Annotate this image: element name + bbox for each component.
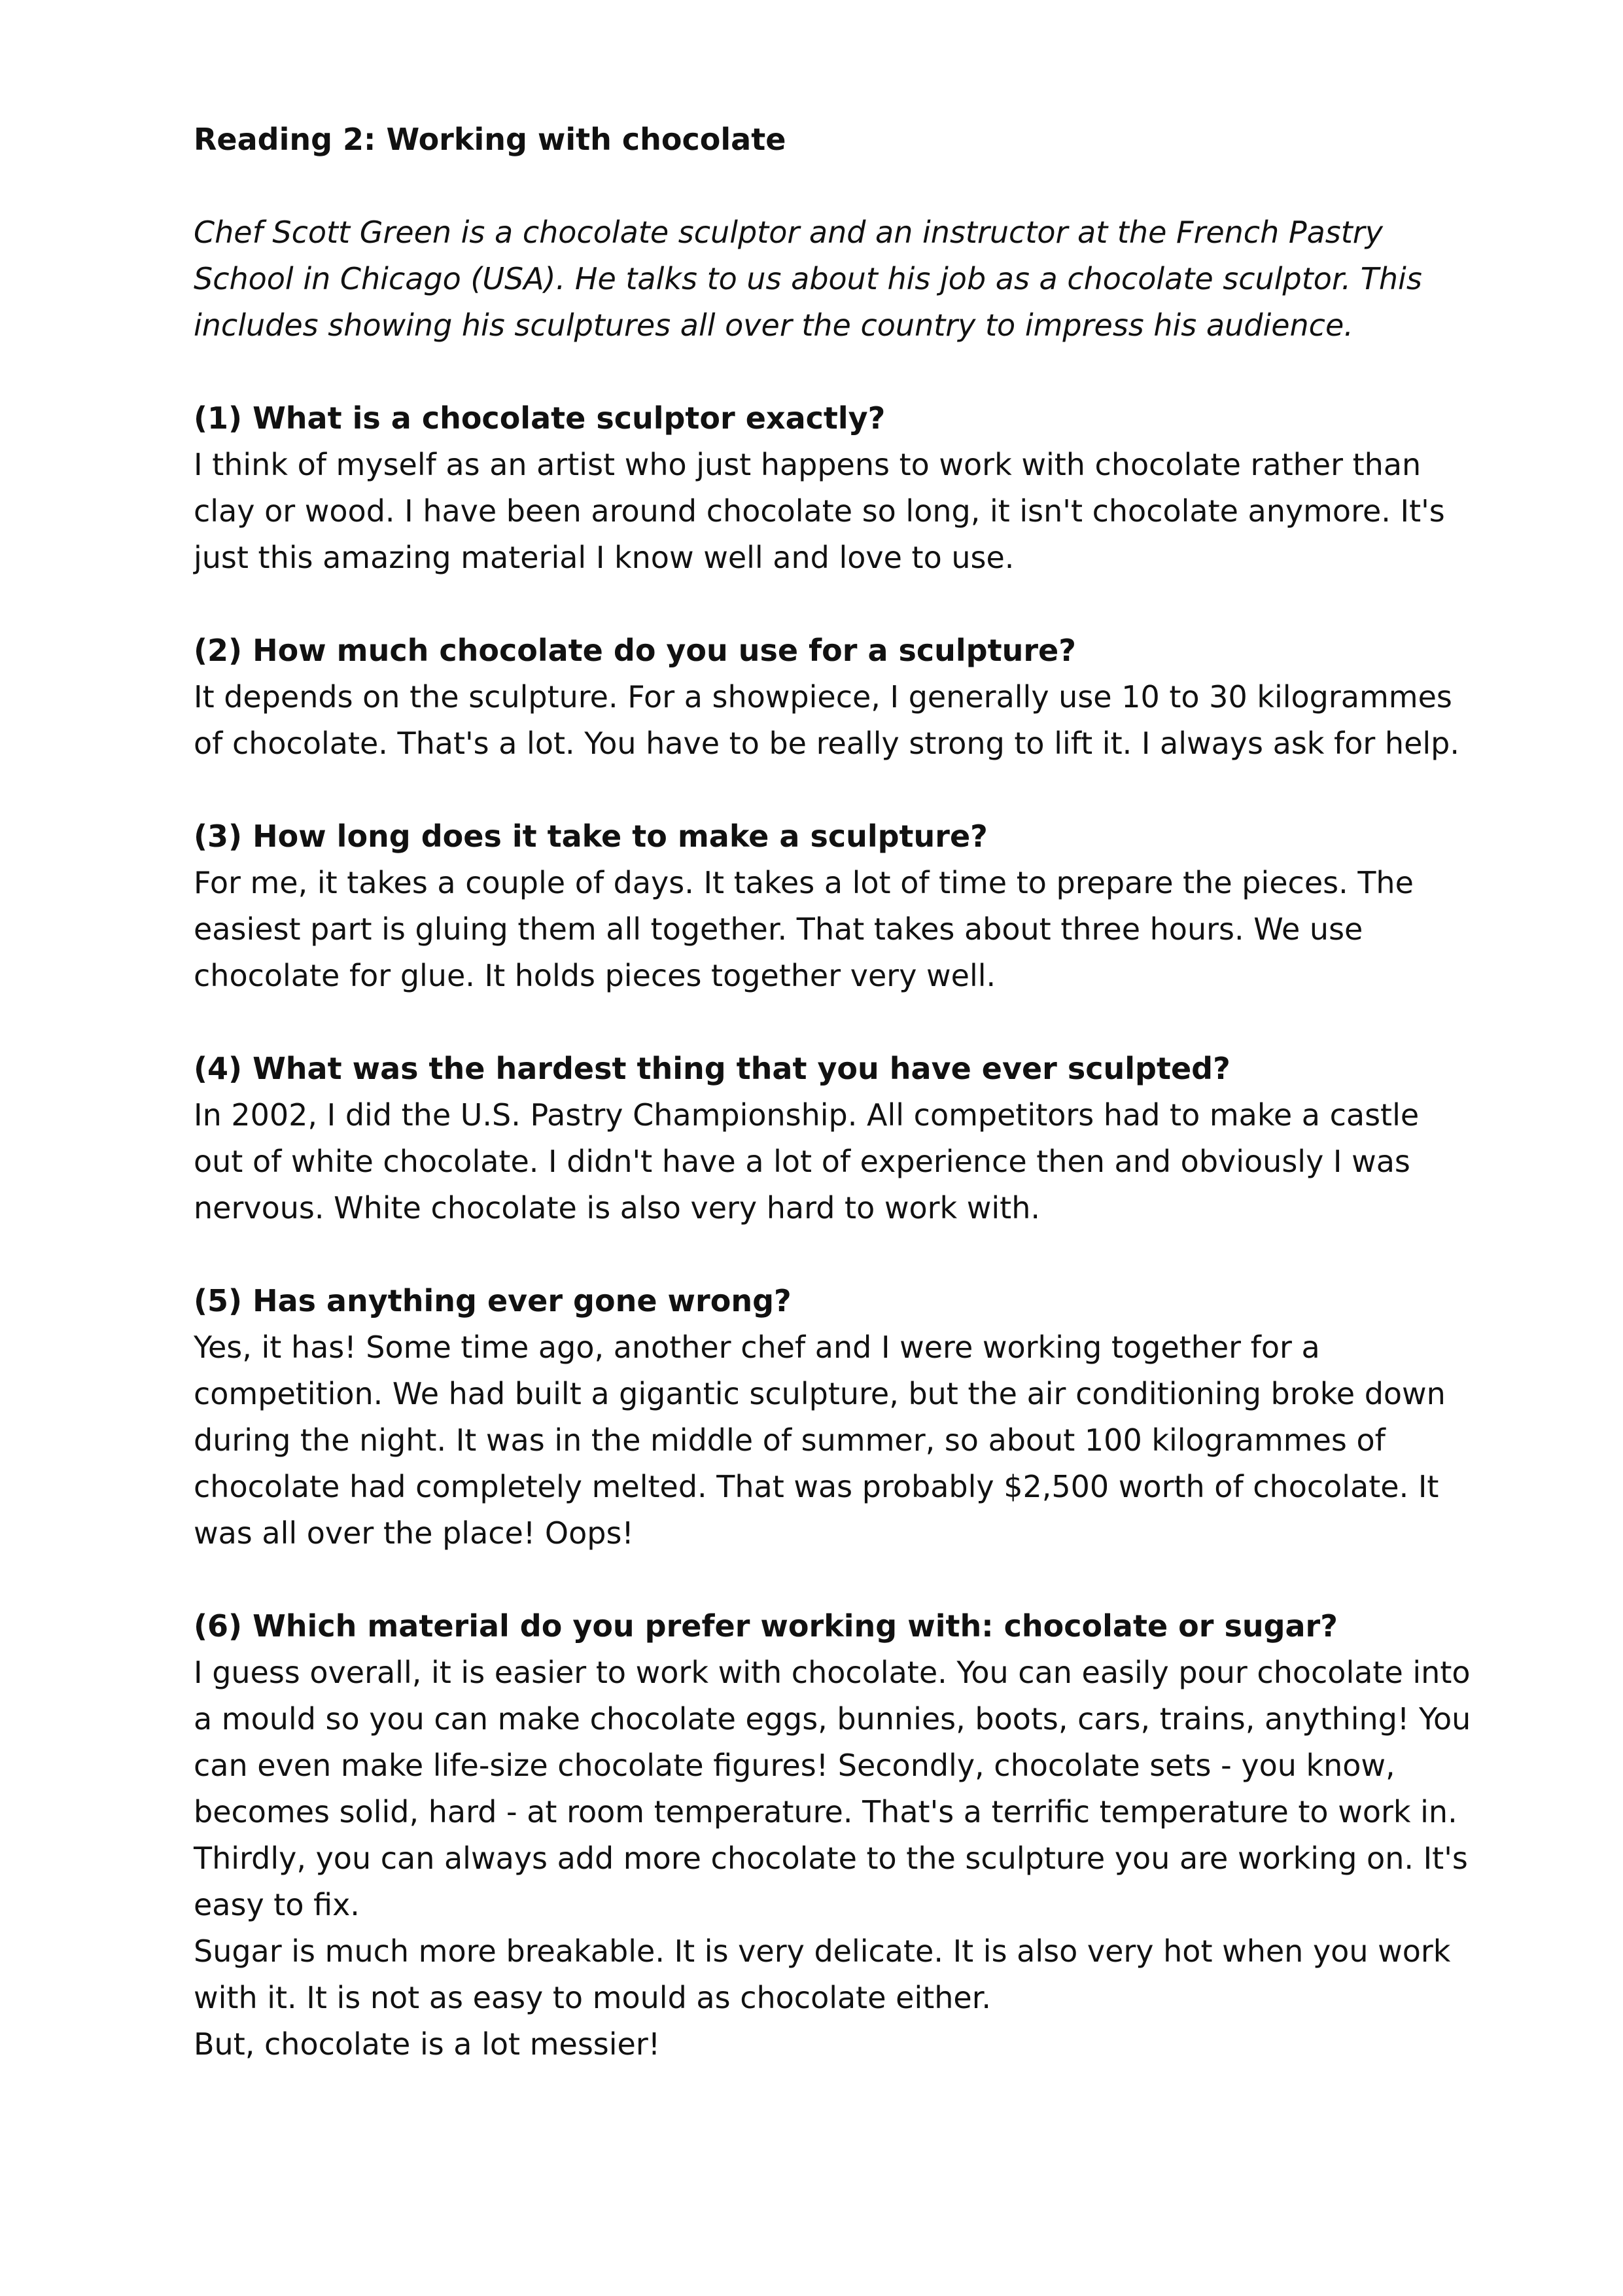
question-4: (4) What was the hardest thing that you have ever sculpted?: [194, 1051, 1230, 1086]
page-title: Reading 2: Working with chocolate: [194, 122, 786, 157]
qa-block-1: [194, 395, 1476, 581]
qa-block-2: [194, 627, 1476, 767]
answer-6-closing: But, chocolate is a lot messier!: [194, 2026, 661, 2062]
answer-3: For me, it takes a couple of days. It takes a lot of time to prepare the pieces. The easiest part is gluing them all together. That takes about three hours. We use chocolate for glue. It holds pieces together very well.: [194, 865, 1414, 993]
question-2: (2) How much chocolate do you use for a sculpture?: [194, 633, 1076, 668]
question-6: (6) Which material do you prefer working with: chocolate or sugar?: [194, 1608, 1338, 1644]
question-3: (3) How long does it take to make a sculpture?: [194, 819, 988, 854]
answer-5: Yes, it has! Some time ago, another chef and I were working together for a competition. We had built a gigantic sculpture, but the air conditioning broke down during the night. It was in the middle of summer, so about 100 kilogrammes of chocolate had completely melted. That was probably $2,500 worth of chocolate. It was all over the place! Oops!: [194, 1330, 1446, 1551]
intro-paragraph: Chef Scott Green is a chocolate sculptor and an instructor at the French Pastry School in Chicago (USA). He talks to us about his job as a chocolate sculptor. This includes showing his sculptures all over the country to impress his audience.: [194, 215, 1422, 343]
qa-block-3: [194, 813, 1476, 999]
qa-block-5: [194, 1278, 1476, 1557]
answer-1: I think of myself as an artist who just happens to work with chocolate rather than clay or wood. I have been around chocolate so long, it isn't chocolate anymore. It's just this amazing material I know well and love to use.: [194, 447, 1445, 575]
qa-block-4: [194, 1046, 1476, 1231]
answer-2: It depends on the sculpture. For a showpiece, I generally use 10 to 30 kilogrammes of chocolate. That's a lot. You have to be really strong to lift it. I always ask for help.: [194, 679, 1459, 761]
answer-4: In 2002, I did the U.S. Pastry Championship. All competitors had to make a castle out of white chocolate. I didn't have a lot of experience then and obviously I was nervous. White chocolate is also very hard to work with.: [194, 1097, 1420, 1226]
answer-6: I guess overall, it is easier to work with chocolate. You can easily pour chocolate into a mould so you can make chocolate eggs, bunnies, boots, cars, trains, anything! You can even make life-size chocolate figures! Secondly, chocolate sets - you know, becomes solid, hard - at room temperature. That's a terrific temperature to work in. Thirdly, you can always add more chocolate to the sculpture you are working on. It's easy to fix.: [194, 1655, 1471, 1922]
question-5: (5) Has anything ever gone wrong?: [194, 1283, 792, 1318]
document-body: [194, 116, 1476, 2068]
question-1: (1) What is a chocolate sculptor exactly?: [194, 400, 886, 436]
qa-block-6: [194, 1603, 1476, 2068]
answer-6-sugar: Sugar is much more breakable. It is very delicate. It is also very hot when you work with it. It is not as easy to mould as chocolate either.: [194, 1934, 1451, 2015]
